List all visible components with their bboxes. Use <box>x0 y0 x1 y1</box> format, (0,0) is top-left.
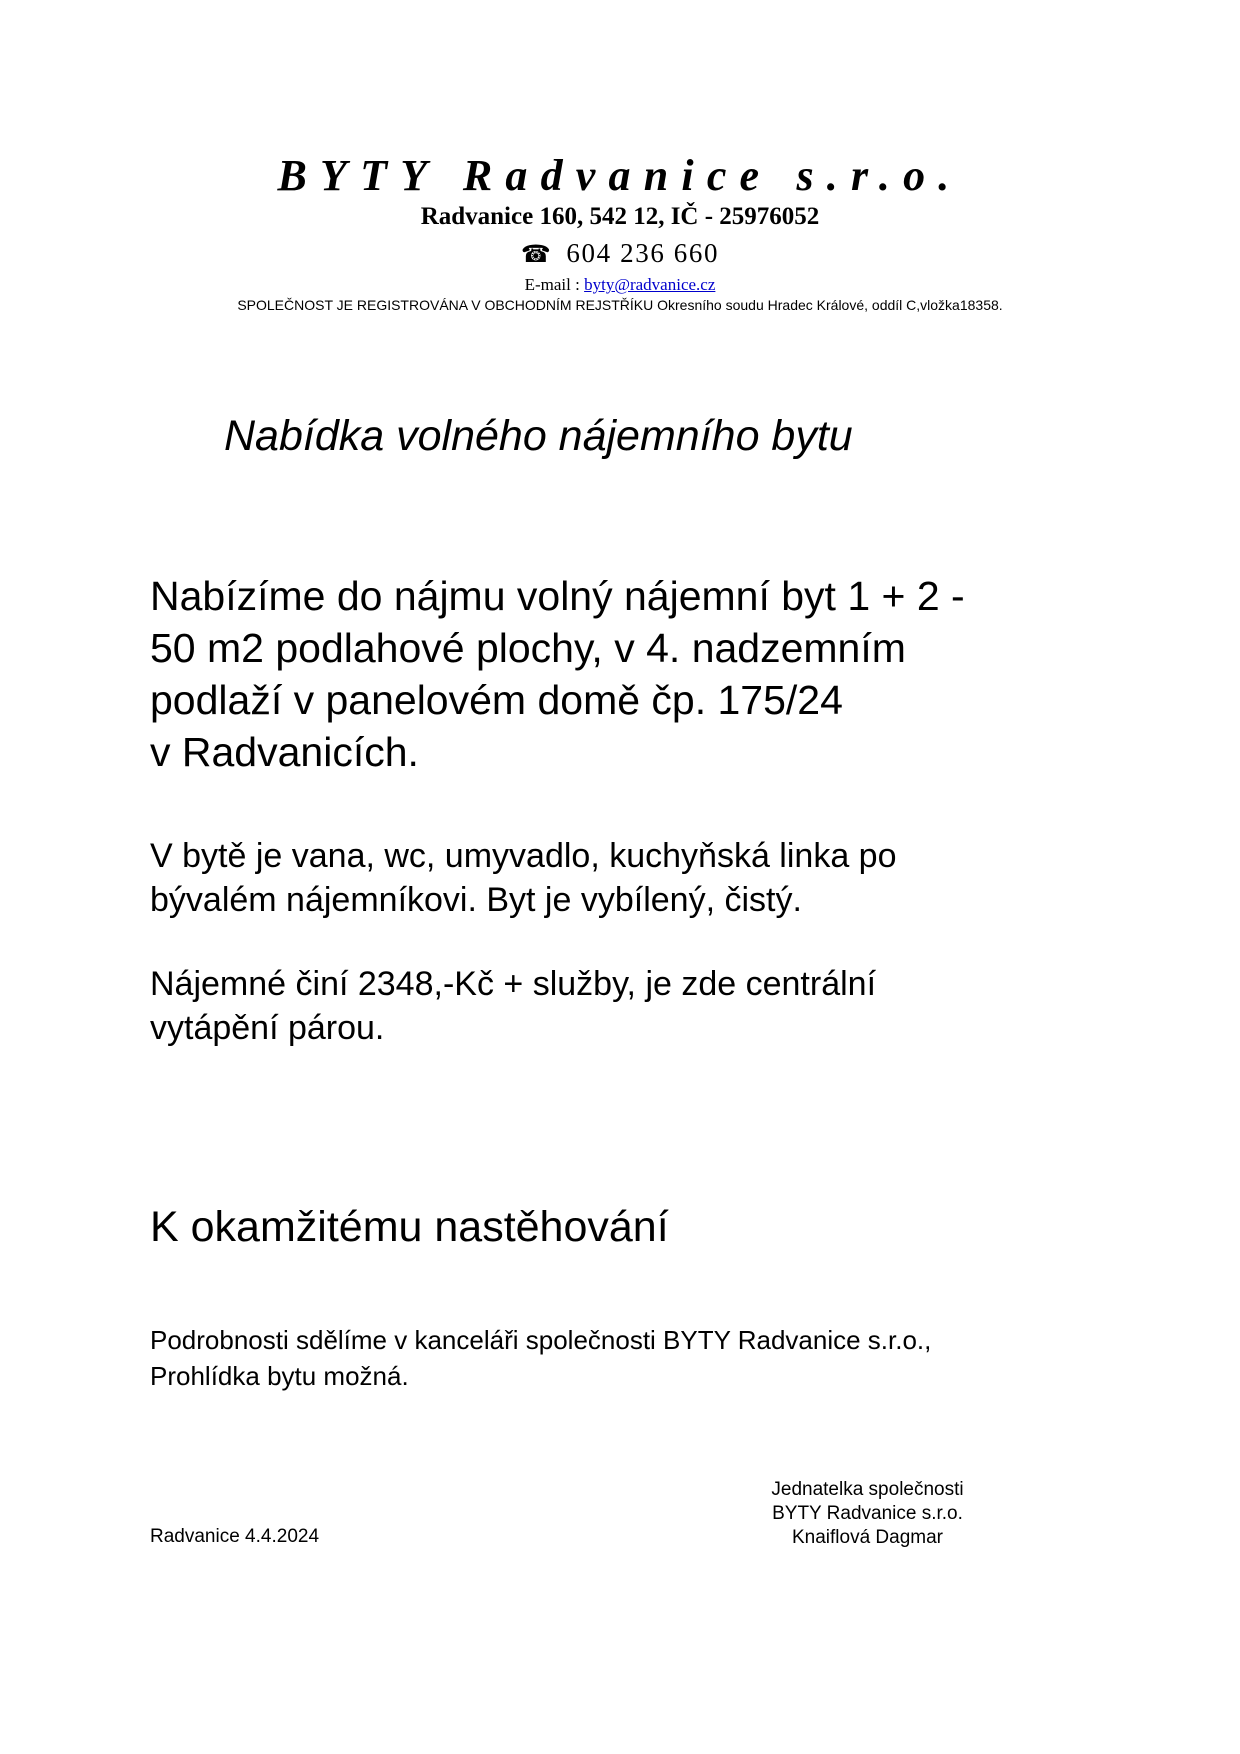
signature-company: BYTY Radvanice s.r.o. <box>772 1503 963 1524</box>
details-line: Prohlídka bytu možná. <box>150 1361 409 1391</box>
rent-line: vytápění párou. <box>150 1009 385 1047</box>
signature-block <box>760 1478 975 1550</box>
offer-line: 50 m2 podlahové plochy, v 4. nadzemním <box>150 625 906 671</box>
offer-line: v Radvanicích. <box>150 729 419 775</box>
company-email <box>0 275 1240 295</box>
equipment-line: bývalém nájemníkovi. Byt je vybílený, čistý. <box>150 881 802 919</box>
offer-line: Nabízíme do nájmu volný nájemní byt 1 + 2 - <box>150 573 965 619</box>
telephone-icon: ☎ <box>520 242 553 268</box>
offer-heading: Nabídka volného nájemního bytu <box>224 412 853 460</box>
move-in-note: K okamžitému nastěhování <box>150 1203 669 1251</box>
document-date: Radvanice 4.4.2024 <box>150 1526 320 1547</box>
details-line: Podrobnosti sdělíme v kanceláři společnosti BYTY Radvanice s.r.o., <box>150 1325 932 1355</box>
registration-note: SPOLEČNOST JE REGISTROVÁNA V OBCHODNÍM REJSTŘÍKU Okresního soudu Hradec Králové, oddíl C,vložka18358. <box>237 297 1003 313</box>
company-name: BYTY Radvanice s.r.o. <box>277 151 963 200</box>
email-label: E-mail : <box>524 275 585 294</box>
equipment-paragraph <box>150 834 897 922</box>
rent-paragraph <box>150 962 876 1050</box>
offer-line: podlaží v panelovém domě čp. 175/24 <box>150 677 843 723</box>
company-address: Radvanice 160, 542 12, IČ - 25976052 <box>420 203 820 230</box>
signature-name: Knaiflová Dagmar <box>791 1527 944 1548</box>
equipment-line: V bytě je vana, wc, umyvadlo, kuchyňská linka po <box>150 837 897 875</box>
signature-title: Jednatelka společnosti <box>771 1479 964 1500</box>
company-phone <box>0 238 1240 269</box>
rent-line: Nájemné činí 2348,-Kč + služby, je zde centrální <box>150 965 877 1003</box>
details-paragraph <box>150 1322 931 1394</box>
phone-number: 604 236 660 <box>566 238 720 268</box>
offer-paragraph <box>150 570 965 778</box>
email-link[interactable]: byty@radvanice.cz <box>584 275 716 294</box>
